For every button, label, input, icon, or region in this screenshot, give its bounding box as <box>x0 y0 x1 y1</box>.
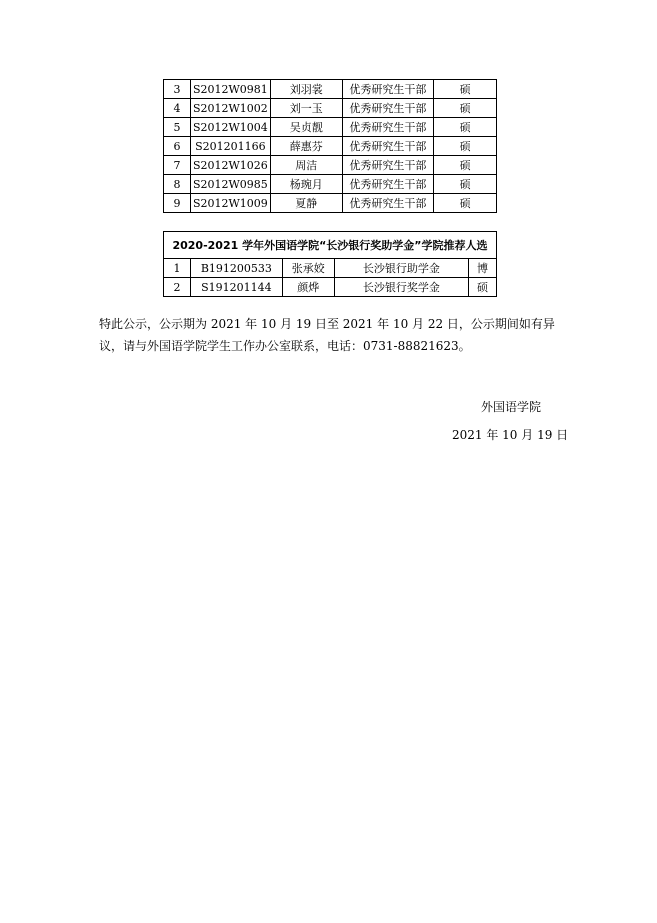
cell-no: 8 <box>164 175 191 194</box>
cell-id: S2012W1026 <box>190 156 270 175</box>
cell-id: S2012W0985 <box>190 175 270 194</box>
table-row <box>164 194 497 213</box>
table-row <box>164 175 497 194</box>
cell-id: S2012W1002 <box>190 99 270 118</box>
table-title: 2020-2021 学年外国语学院“长沙银行奖助学金”学院推荐人选 <box>164 232 497 259</box>
table-row <box>164 137 497 156</box>
cell-id: S201201166 <box>190 137 270 156</box>
cell-id: S2012W0981 <box>190 80 270 99</box>
table-title-row <box>164 232 497 259</box>
graduate-cadre-table <box>163 79 497 213</box>
cell-id: S191201144 <box>190 278 282 297</box>
signature-date: 2021 年 10 月 19 日 <box>452 428 569 442</box>
cell-id: S2012W1004 <box>190 118 270 137</box>
cell-name: 刘一玉 <box>270 99 342 118</box>
cell-name: 薛惠芬 <box>270 137 342 156</box>
cell-no: 5 <box>164 118 191 137</box>
table-row <box>164 259 497 278</box>
cell-degree: 博 <box>469 259 497 278</box>
cell-degree: 硕 <box>434 175 497 194</box>
cell-award: 优秀研究生干部 <box>342 175 434 194</box>
table-row <box>164 99 497 118</box>
table-row <box>164 156 497 175</box>
cell-name: 刘羽裳 <box>270 80 342 99</box>
cell-degree: 硕 <box>434 80 497 99</box>
notice-paragraph: 特此公示，公示期为 2021 年 10 月 19 日至 2021 年 10 月 22 日，公示期间如有异议，请与外国语学院学生工作办公室联系，电话：0731-88821623。 <box>99 317 555 353</box>
cell-degree: 硕 <box>434 156 497 175</box>
cell-name: 张承姣 <box>282 259 334 278</box>
table-row <box>164 118 497 137</box>
cell-name: 杨琬月 <box>270 175 342 194</box>
cell-no: 3 <box>164 80 191 99</box>
cell-award: 优秀研究生干部 <box>342 156 434 175</box>
cell-name: 颜烨 <box>282 278 334 297</box>
bank-scholarship-table <box>163 231 497 297</box>
cell-name: 周洁 <box>270 156 342 175</box>
cell-id: S2012W1009 <box>190 194 270 213</box>
cell-no: 9 <box>164 194 191 213</box>
bank-scholarship-rows <box>164 232 497 297</box>
cell-name: 夏静 <box>270 194 342 213</box>
cell-degree: 硕 <box>434 137 497 156</box>
cell-no: 7 <box>164 156 191 175</box>
cell-award: 长沙银行奖学金 <box>334 278 468 297</box>
cell-no: 6 <box>164 137 191 156</box>
cell-degree: 硕 <box>434 99 497 118</box>
cell-degree: 硕 <box>469 278 497 297</box>
cell-no: 4 <box>164 99 191 118</box>
cell-award: 优秀研究生干部 <box>342 99 434 118</box>
cell-degree: 硕 <box>434 118 497 137</box>
cell-award: 优秀研究生干部 <box>342 80 434 99</box>
graduate-cadre-rows <box>164 80 497 213</box>
cell-degree: 硕 <box>434 194 497 213</box>
cell-id: B191200533 <box>190 259 282 278</box>
cell-award: 优秀研究生干部 <box>342 118 434 137</box>
cell-award: 优秀研究生干部 <box>342 194 434 213</box>
table-row <box>164 278 497 297</box>
cell-no: 1 <box>164 259 191 278</box>
table-row <box>164 80 497 99</box>
signature-org: 外国语学院 <box>481 400 542 414</box>
cell-award: 长沙银行助学金 <box>334 259 468 278</box>
cell-award: 优秀研究生干部 <box>342 137 434 156</box>
cell-name: 吴贞靓 <box>270 118 342 137</box>
cell-no: 2 <box>164 278 191 297</box>
